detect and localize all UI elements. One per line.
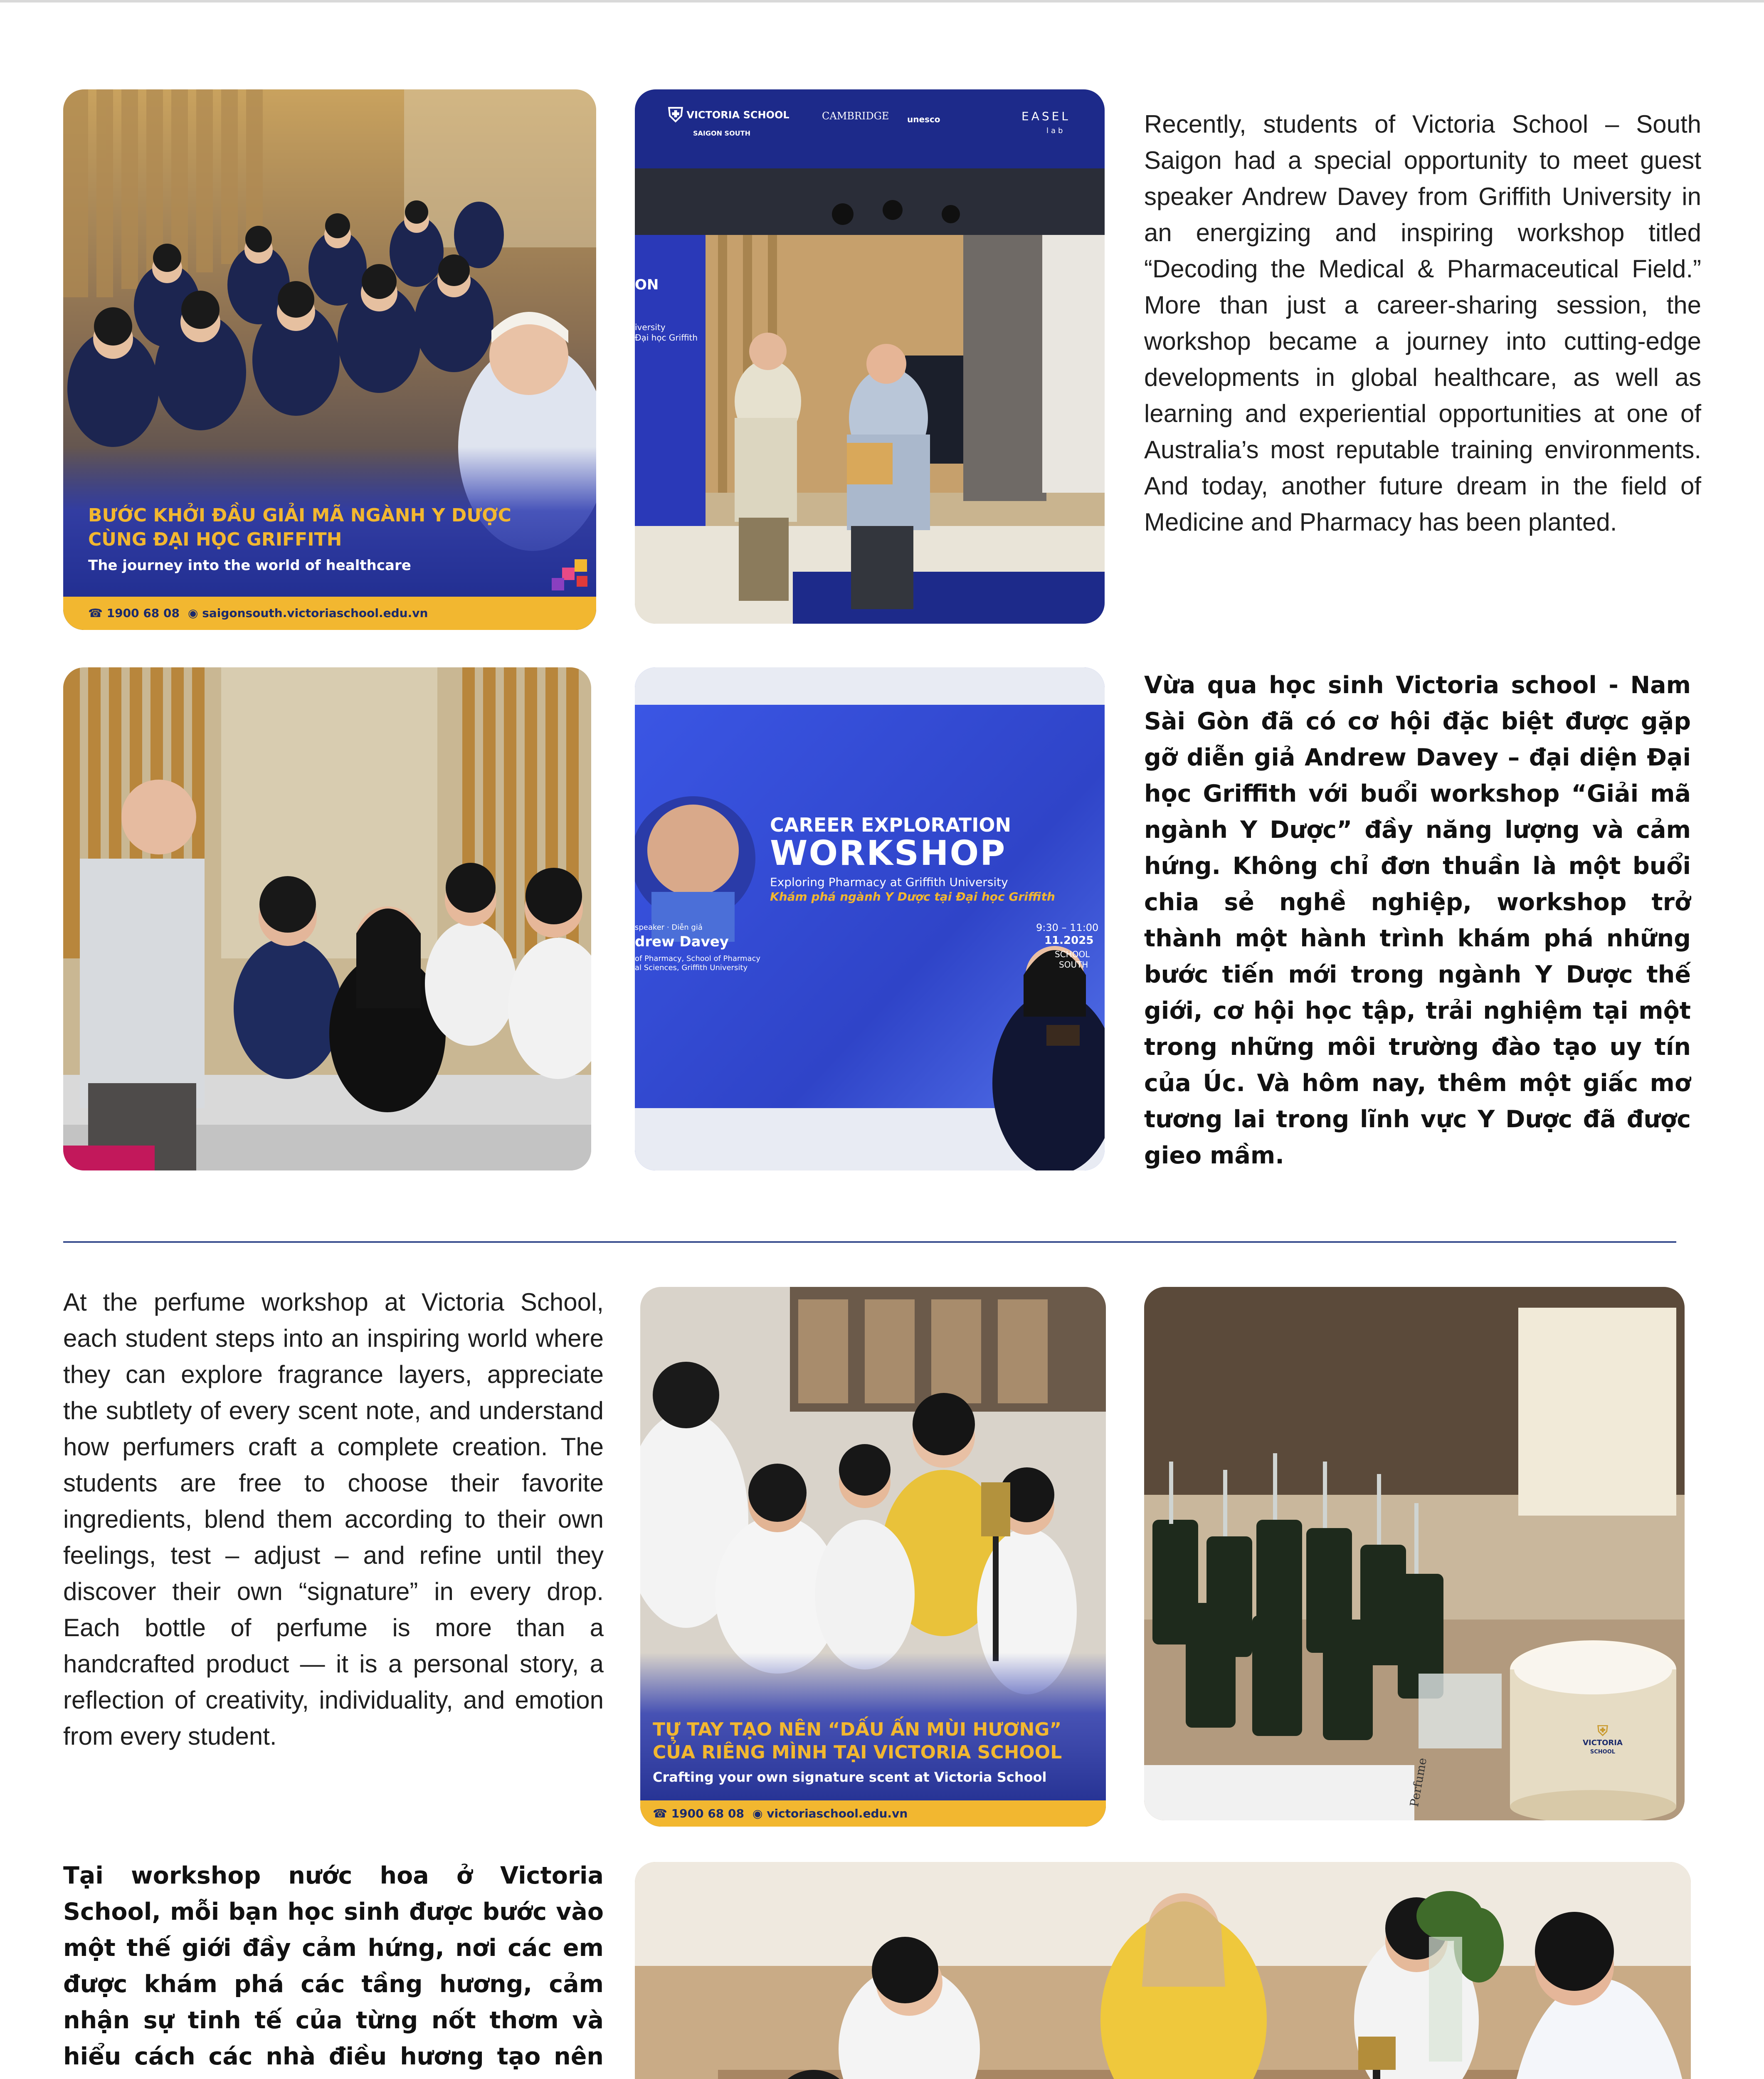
photo-career-workshop [635,667,1105,1170]
photo-perfume-poster [640,1287,1106,1827]
box-shield-icon: ⛨ [1597,1723,1608,1739]
career-venue-1: SCHOOL [1055,949,1090,959]
poster-subtitle: The journey into the world of healthcare [88,557,411,574]
partner-easel-text: EASEL [1021,109,1071,123]
phone-icon: ☎ [88,606,103,620]
paper-text: Perfume [1407,1757,1430,1808]
perfume-poster-subtitle: Crafting your own signature scent at Victoria School [653,1769,1047,1785]
stage-screen-sub-2: Đại học Griffith [635,333,698,343]
career-speaker-label: speaker · Diễn giả [635,923,703,932]
poster-website [188,606,428,620]
partner-cambridge: CAMBRIDGE [822,110,889,122]
box-logo [1583,1723,1623,1756]
top-rule [0,0,1764,2]
perfume-poster-website [752,1807,908,1820]
victoria-logo-sub: SAIGON SOUTH [693,129,750,138]
griffith-text-en: Recently, students of Victoria School – South Saigon had a special opportunity to meet guest speaker Andrew Davey from Griffith University in an energizing and inspiring workshop titled “Decoding the Medical & Pharmaceutical Field.” More than just a career-sharing session, the workshop became a journey into cutting-edge developments in global healthcare, as well as learning and experiential opportunities at one of Australia’s most reputable training environments. And today, another future dream in the field of Medicine and Pharmacy has been planted. [1144,110,1701,536]
partner-easel [1021,110,1071,136]
box-logo-text: VICTORIA [1583,1738,1623,1748]
career-speaker-name: drew Davey [635,933,729,950]
career-heading: CAREER EXPLORATION [770,814,1011,836]
career-time: 9:30 – 11:00 [1036,922,1099,933]
poster-phone-number: 1900 68 08 [106,606,180,620]
perfume-poster-website-url: victoriaschool.edu.vn [767,1807,908,1820]
photo-perfume-bottles [1144,1287,1685,1820]
victoria-shield-icon: ⛨ [668,104,683,127]
poster-phone [88,606,180,620]
perfume-text-vi: Tại workshop nước hoa ở Victoria School, mỗi bạn học sinh được bước vào một thế giới đầy cảm hứng, nơi các em được khám phá các tầng hương, cảm nhận sự tinh tế của từng nốt thơm và hiểu cách các nhà điều hương tạo nên [63,1862,604,2070]
stage-screen-sub-1: iversity [635,322,666,332]
career-line1: Exploring Pharmacy at Griffith University [770,875,1008,889]
career-date: 11.2025 [1044,934,1094,947]
griffith-text-vi: Vừa qua học sinh Victoria school - Nam Sài Gòn đã có cơ hội đặc biệt được gặp gỡ diễn giả Andrew Davey – đại diện Đại học Griffith với buổi workshop “Giải mã ngành Y Dược” đầy năng lượng và cảm hứng. Không chỉ đơn thuần là một buổi chia sẻ nghề nghiệp, workshop trở thành một hành trình khám phá những bước tiến mới trong ngành Y Dược thế giới, cơ hội học tập, trải nghiệm tại một trong những môi trường đào tạo uy tín của Úc. Và hôm nay, thêm một giấc mơ tương lai trong lĩnh vực Y Dược đã được gieo mầm. [1144,672,1691,1169]
perfume-poster-title-line2: CỦA RIÊNG MÌNH TẠI VICTORIA SCHOOL [653,1742,1062,1763]
photo-perfume-workshop [635,1862,1691,2079]
career-line2: Khám phá ngành Y Dược tại Đại học Griffith [770,890,1055,904]
poster-title-line2: CÙNG ĐẠI HỌC GRIFFITH [88,529,342,550]
section-divider [63,1241,1676,1243]
perfume-text-en: At the perfume workshop at Victoria School, each student steps into an inspiring world where they can explore fragrance layers, appreciate the subtlety of every scent note, and understand how perfumers craft a complete creation. The students are free to choose their favorite ingredients, blend them according to their own feelings, test – adjust – and refine until they discover their own “signature” in every drop. Each bottle of perfume is more than a handcrafted product — it is a personal story, a reflection of creativity, individuality, and emotion from every student. [63,1288,604,1750]
career-speaker-role-1: of Pharmacy, School of Pharmacy [635,954,761,963]
partner-easel-sub: lab [1046,126,1066,135]
poster-title-line1: BƯỚC KHỞI ĐẦU GIẢI MÃ NGÀNH Y DƯỢC [88,505,511,526]
perfume-poster-phone [653,1807,744,1820]
victoria-logo [668,104,789,138]
partner-unesco: unesco [907,114,940,124]
victoria-logo-text: VICTORIA SCHOOL [686,109,789,121]
career-venue-2: SOUTH [1059,960,1088,970]
box-logo-sub: SCHOOL [1590,1749,1616,1756]
phone-icon: ☎ [653,1807,667,1820]
photo-griffith-poster [63,89,596,630]
globe-icon: ◉ [752,1807,763,1820]
photo-qa-session [63,667,591,1170]
globe-icon: ◉ [188,606,198,620]
career-speaker-role-2: al Sciences, Griffith University [635,963,748,972]
perfume-poster-title-line1: TỰ TAY TẠO NÊN “DẤU ẤN MÙI HƯƠNG” [653,1719,1062,1740]
photo-stage-presentation [635,89,1105,624]
stage-screen-text: ON [635,277,659,293]
poster-website-url: saigonsouth.victoriaschool.edu.vn [202,606,428,620]
perfume-poster-phone-number: 1900 68 08 [671,1807,744,1820]
career-title: WORKSHOP [770,834,1007,873]
